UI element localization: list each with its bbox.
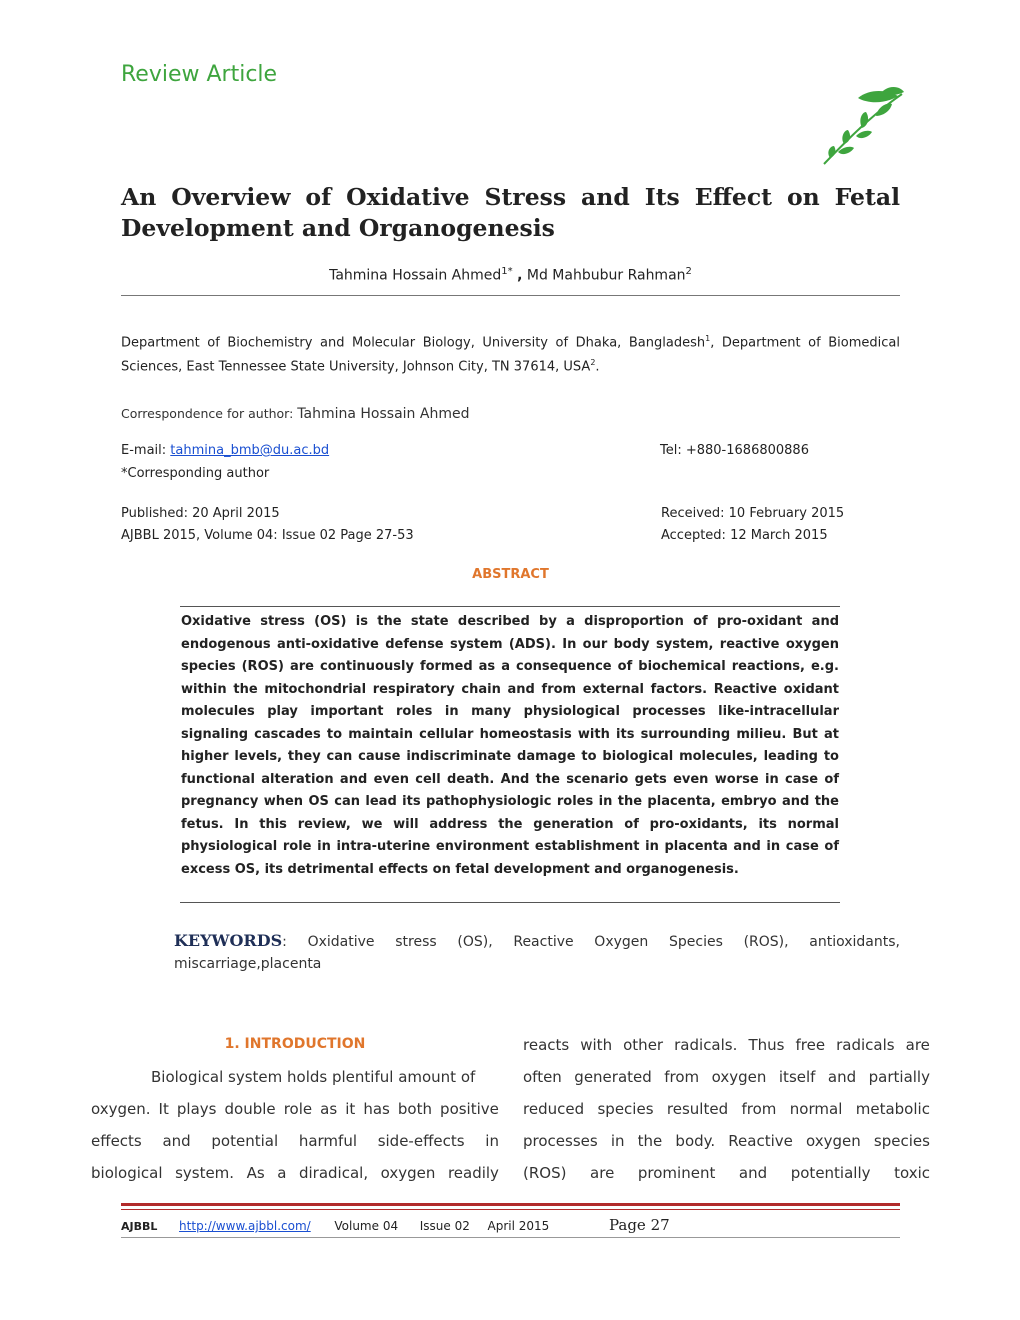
word: and — [162, 1132, 191, 1150]
keywords-separator: : — [282, 934, 287, 950]
abstract-text: Oxidative stress (OS) is the state described by a disproportion of pro-oxidant and endogenous anti-oxidative defense system (ADS). In our body system, reactive oxygen species (ROS) are continuously formed as a consequence of biochemical reactions, e.g. within the mitochondrial respiratory chain and from external factors. Reactive oxidant molecules play important roles in many physiological processes like-intracellular signaling cascades to maintain cellular homeostasis with its surrounding milieu. But at higher levels, they can cause indiscriminate damage to biological molecules, leading to functional alteration and even cell death. And the scenario gets even worse in case of pregnancy when OS can lead its pathophysiologic roles in the placenta, embryo and the fetus. In this review, we will address the generation of pro-oxidants, its normal physiological role in intra-uterine environment establishment in placenta and in case of excess OS, its detrimental effects on fetal development and organogenesis. — [181, 614, 839, 877]
word: radicals. — [674, 1036, 738, 1054]
word: Reactive — [728, 1132, 793, 1150]
text-line — [523, 1100, 930, 1118]
word: As — [246, 1164, 265, 1182]
word: (ROS) — [523, 1164, 567, 1182]
author-superscript: 1* — [501, 266, 513, 277]
page-footer — [121, 1216, 900, 1234]
correspondence — [121, 406, 469, 422]
accepted-date: Accepted: 12 March 2015 — [661, 528, 828, 543]
volume-info: AJBBL 2015, Volume 04: Issue 02 Page 27-53 — [121, 528, 414, 543]
keywords-label: KEYWORDS — [174, 931, 283, 950]
article-type-label: Review Article — [121, 62, 278, 87]
word: the — [637, 1132, 663, 1150]
word: free — [795, 1036, 826, 1054]
word: oxygen. — [91, 1100, 151, 1118]
word: species — [597, 1100, 654, 1118]
footer-url-link[interactable]: http://www.ajbbl.com/ — [179, 1219, 311, 1233]
footer-volume: Volume 04 — [334, 1219, 399, 1233]
word: generated — [574, 1068, 652, 1086]
word: plays — [176, 1100, 217, 1118]
text-line — [523, 1036, 930, 1054]
keywords-text: Oxidative stress (OS), Reactive Oxygen Species (ROS), antioxidants, miscarriage,placenta — [174, 934, 900, 972]
word: biological — [91, 1164, 163, 1182]
article-title: An Overview of Oxidative Stress and Its Effect on Fetal Development and Organogenesis — [121, 183, 900, 242]
word: readily — [447, 1164, 499, 1182]
affiliation — [121, 329, 900, 378]
word: both — [397, 1100, 432, 1118]
text-line: Biological system holds plentiful amount of — [151, 1068, 476, 1086]
telephone: Tel: +880-1686800886 — [660, 443, 809, 458]
affiliation-end: . — [595, 359, 600, 375]
word: are — [590, 1164, 615, 1182]
author-list — [121, 266, 900, 284]
word: oxygen — [806, 1132, 861, 1150]
word: from — [664, 1068, 700, 1086]
affiliation-text: Department of Biochemistry and Molecular Biology, University of Dhaka, Bangladesh — [121, 335, 706, 351]
word: It — [158, 1100, 169, 1118]
word: potentially — [790, 1164, 871, 1182]
word: metabolic — [855, 1100, 930, 1118]
abstract-heading: ABSTRACT — [472, 567, 549, 582]
word: resulted — [666, 1100, 729, 1118]
word: toxic — [894, 1164, 930, 1182]
word: normal — [789, 1100, 843, 1118]
word: reacts — [523, 1036, 570, 1054]
word: has — [363, 1100, 390, 1118]
text-line — [91, 1100, 499, 1118]
footer-rule — [121, 1209, 900, 1210]
email-line — [121, 443, 329, 458]
word: double — [224, 1100, 276, 1118]
word: reduced — [523, 1100, 585, 1118]
introduction-heading: 1. INTRODUCTION — [224, 1036, 366, 1052]
word: side-effects — [377, 1132, 465, 1150]
text-line — [523, 1132, 930, 1150]
footer-page-number: Page 27 — [608, 1216, 670, 1234]
footer-date: April 2015 — [487, 1219, 550, 1233]
author-name: Md Mahbubur Rahman — [526, 267, 686, 284]
word: potential — [211, 1132, 279, 1150]
text-line — [523, 1164, 930, 1182]
text-line — [523, 1068, 930, 1086]
word: oxygen — [380, 1164, 436, 1182]
word: role — [283, 1100, 313, 1118]
word: in — [485, 1132, 499, 1150]
divider — [180, 606, 840, 607]
word: with — [580, 1036, 613, 1054]
author-superscript: 2 — [685, 266, 692, 277]
word: and — [738, 1164, 768, 1182]
word: partially — [868, 1068, 930, 1086]
word: in — [610, 1132, 625, 1150]
word: body. — [675, 1132, 716, 1150]
divider — [121, 1237, 900, 1238]
footer-rule — [121, 1203, 900, 1206]
word: positive — [440, 1100, 499, 1118]
text-line — [91, 1132, 499, 1150]
word: as — [320, 1100, 338, 1118]
word: a — [277, 1164, 287, 1182]
word: effects — [91, 1132, 142, 1150]
keywords — [174, 930, 900, 975]
corresponding-author-note: *Corresponding author — [121, 466, 270, 481]
published-date: Published: 20 April 2015 — [121, 506, 280, 521]
word: and — [827, 1068, 857, 1086]
word: oxygen — [711, 1068, 767, 1086]
word: are — [905, 1036, 930, 1054]
word: radicals — [836, 1036, 895, 1054]
email-link[interactable]: tahmina_bmb@du.ac.bd — [170, 443, 330, 458]
footer-issue: Issue 02 — [419, 1219, 470, 1233]
word: it — [345, 1100, 356, 1118]
word: prominent — [637, 1164, 716, 1182]
affiliation-text: , Department of Biomedical Sciences, East Tennessee State University, Johnson City, TN 37614, USA — [121, 335, 900, 375]
word: system. — [175, 1164, 235, 1182]
affiliation-superscript: 2 — [590, 358, 596, 368]
email-label: E-mail: — [121, 443, 171, 458]
word: species — [873, 1132, 930, 1150]
word: Thus — [748, 1036, 785, 1054]
word: itself — [778, 1068, 816, 1086]
word: processes — [523, 1132, 598, 1150]
correspondence-name: Tahmina Hossain Ahmed — [297, 406, 470, 422]
leaf-branch-icon — [818, 84, 908, 166]
divider — [180, 902, 840, 903]
received-date: Received: 10 February 2015 — [661, 506, 845, 521]
correspondence-label: Correspondence for author: — [121, 406, 298, 421]
affiliation-superscript: 1 — [705, 334, 711, 343]
author-name: Tahmina Hossain Ahmed — [329, 267, 502, 284]
text-line — [91, 1164, 499, 1182]
word: diradical, — [298, 1164, 369, 1182]
word: often — [523, 1068, 562, 1086]
word: other — [623, 1036, 664, 1054]
word: from — [741, 1100, 777, 1118]
author-separator: , — [517, 267, 523, 284]
footer-journal: AJBBL — [121, 1220, 158, 1233]
word: harmful — [298, 1132, 357, 1150]
divider — [121, 295, 900, 296]
